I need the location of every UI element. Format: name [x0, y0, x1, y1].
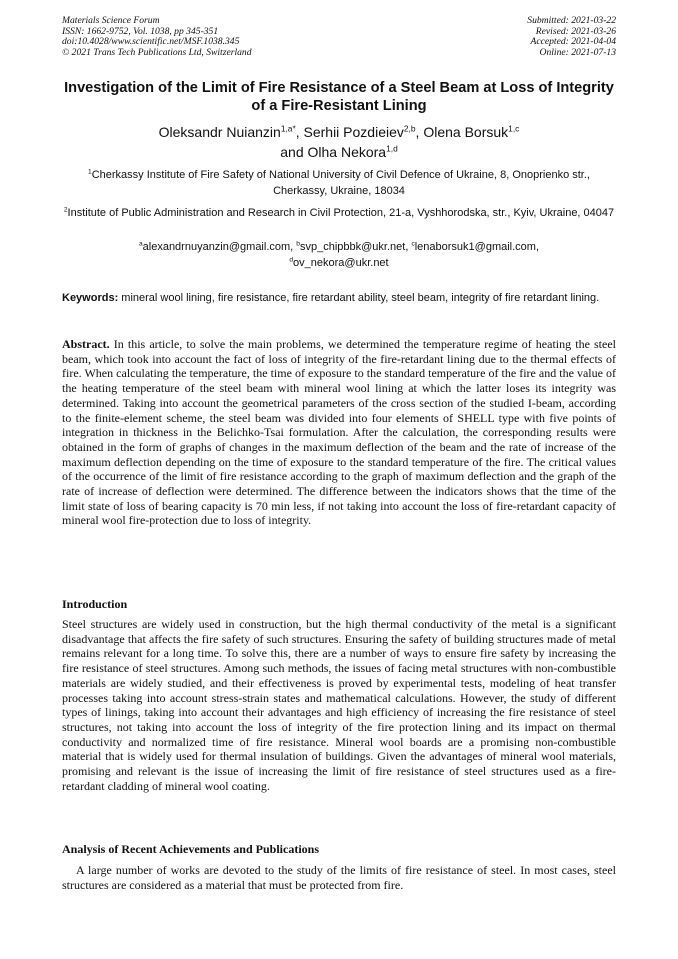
author: Serhii Pozdieiev$^{2,b}$,: [303, 123, 424, 140]
keywords-text: mineral wool lining, fire resistance, fire retardant ability, steel beam, integrity of fire retardant lining.: [118, 292, 600, 304]
email[interactable]: $^c$lenaborsuk1@gmail.com: [411, 240, 536, 253]
author-list: [62, 122, 616, 162]
journal-name: Materials Science Forum: [62, 15, 160, 26]
abstract: [62, 337, 616, 528]
affiliation: $^2$Institute of Public Administration and Research in Civil Protection, 21-a, Vyshhorodska, str., Kyiv, Ukraine, 04047: [63, 206, 615, 219]
journal-doi[interactable]: doi:10.4028/www.scientific.net/MSF.1038.345: [62, 36, 240, 48]
author: Oleksandr Nuianzin$^{1,a*}$,: [158, 123, 304, 140]
email[interactable]: $^d$ov_nekora@ukr.net: [289, 255, 389, 269]
section-heading-analysis: Analysis of Recent Achievements and Publications: [62, 842, 320, 856]
author-emails: $^a$alexandrnuyanzin@gmail.com, $^b$svp_chipbbk@ukr.net, $^c$lenaborsuk1@gmail.com, $^d$ov_nekora@ukr.net: [138, 240, 540, 269]
abstract-label: Abstract.: [62, 337, 110, 351]
journal-issn: ISSN: 1662-9752, Vol. 1038, pp 345-351: [62, 25, 219, 37]
section-heading-introduction: Introduction: [62, 597, 128, 611]
affiliation: $^1$Cherkassy Institute of Fire Safety of National University of Civil Defence of Ukraine, 8, Onoprienko str., Cherkassy, Ukraine, 18034: [88, 168, 590, 197]
journal-info: [62, 16, 252, 58]
journal-header: [62, 16, 616, 58]
journal-copyright: © 2021 Trans Tech Publications Ltd, Switzerland: [62, 46, 252, 58]
submission-dates: [527, 16, 616, 58]
email[interactable]: $^a$alexandrnuyanzin@gmail.com: [138, 240, 291, 253]
keywords-label: Keywords:: [62, 292, 119, 304]
keywords: [62, 291, 616, 306]
email[interactable]: $^b$svp_chipbbk@ukr.net: [296, 240, 406, 253]
paper-title: Investigation of the Limit of Fire Resistance of a Steel Beam at Loss of Integrity of a Fire-Resistant Lining: [64, 80, 614, 114]
author: Olena Borsuk$^{1,c}$: [423, 123, 520, 140]
date-revised: Revised: 2021-03-26: [535, 25, 616, 37]
date-online: Online: 2021-07-13: [539, 46, 616, 58]
date-accepted: Accepted: 2021-04-04: [530, 36, 616, 48]
introduction-paragraph: Steel structures are widely used in construction, but the high thermal conductivity of the metal is a significant disadvantage that affects the fire safety of such structures. Ensuring the safety of building structures made of metal remains relevant for a long time. To solve this, there are a number of ways to ensure fire safety by increasing the fire resistance of steel structures. Among such methods, the issues of facing metal structures with non-combustible materials are widely studied, and their effectiveness is proved by experimental tests, modeling of heat transfer processes taking into account stress-strain states and mathematical calculations. However, the study of different types of linings, taking into account their advantages and high efficiency of increasing the fire resistance of steel structures, not taking into account the loss of integrity of the fire protection lining and its impact on thermal conductivity and normalized time of fire resistance. Mineral wool boards are a promising non-combustible material that is widely used for thermal insulation of buildings. Given the advantages of mineral wool materials, promising and relevant is the issue of increasing the limit of fire resistance of steel structures used as a fire-retardant cladding of mineral wool coating.: [62, 617, 616, 793]
date-submitted: Submitted: 2021-03-22: [527, 15, 616, 26]
analysis-paragraph: A large number of works are devoted to the study of the limits of fire resistance of steel. In most cases, steel structures are considered as a material that must be protected from fire.: [62, 863, 616, 892]
abstract-text: In this article, to solve the main problems, we determined the temperature regime of heating the steel beam, which took into account the fact of loss of integrity of the fire-retardant lining due to the thermal effects of fire. When calculating the temperature, the time of exposure to the standard temperature of the fire and the value of the heating temperature of the steel beam with mineral wool lining at which the latter loses its integrity was determined. Taking into account the geometrical parameters of the cross section of the studied I-beam, according to the finite-element scheme, the steel beam was divided into four elements of SHELL type with five points of integration in thickness in the Belichko-Tsai formulation. After the calculation, the corresponding results were obtained in the form of graphs of changes in the maximum deflection of the beam and the rate of increase of the maximum deflection depending on the time of exposure to the standard temperature of the fire. The critical values of the occurrence of the limit of fire resistance according to the graph of maximum deflection and the graph of the rate of increase of deflection were determined. The difference between the indicators shows that the time of the limit state of loss of bearing capacity is 70 min less, if not taking into account the loss of fire-retardant capacity of mineral wool fire-protection due to loss of integrity.: [62, 337, 616, 528]
author: and Olha Nekora$^{1,d}$: [280, 143, 398, 160]
